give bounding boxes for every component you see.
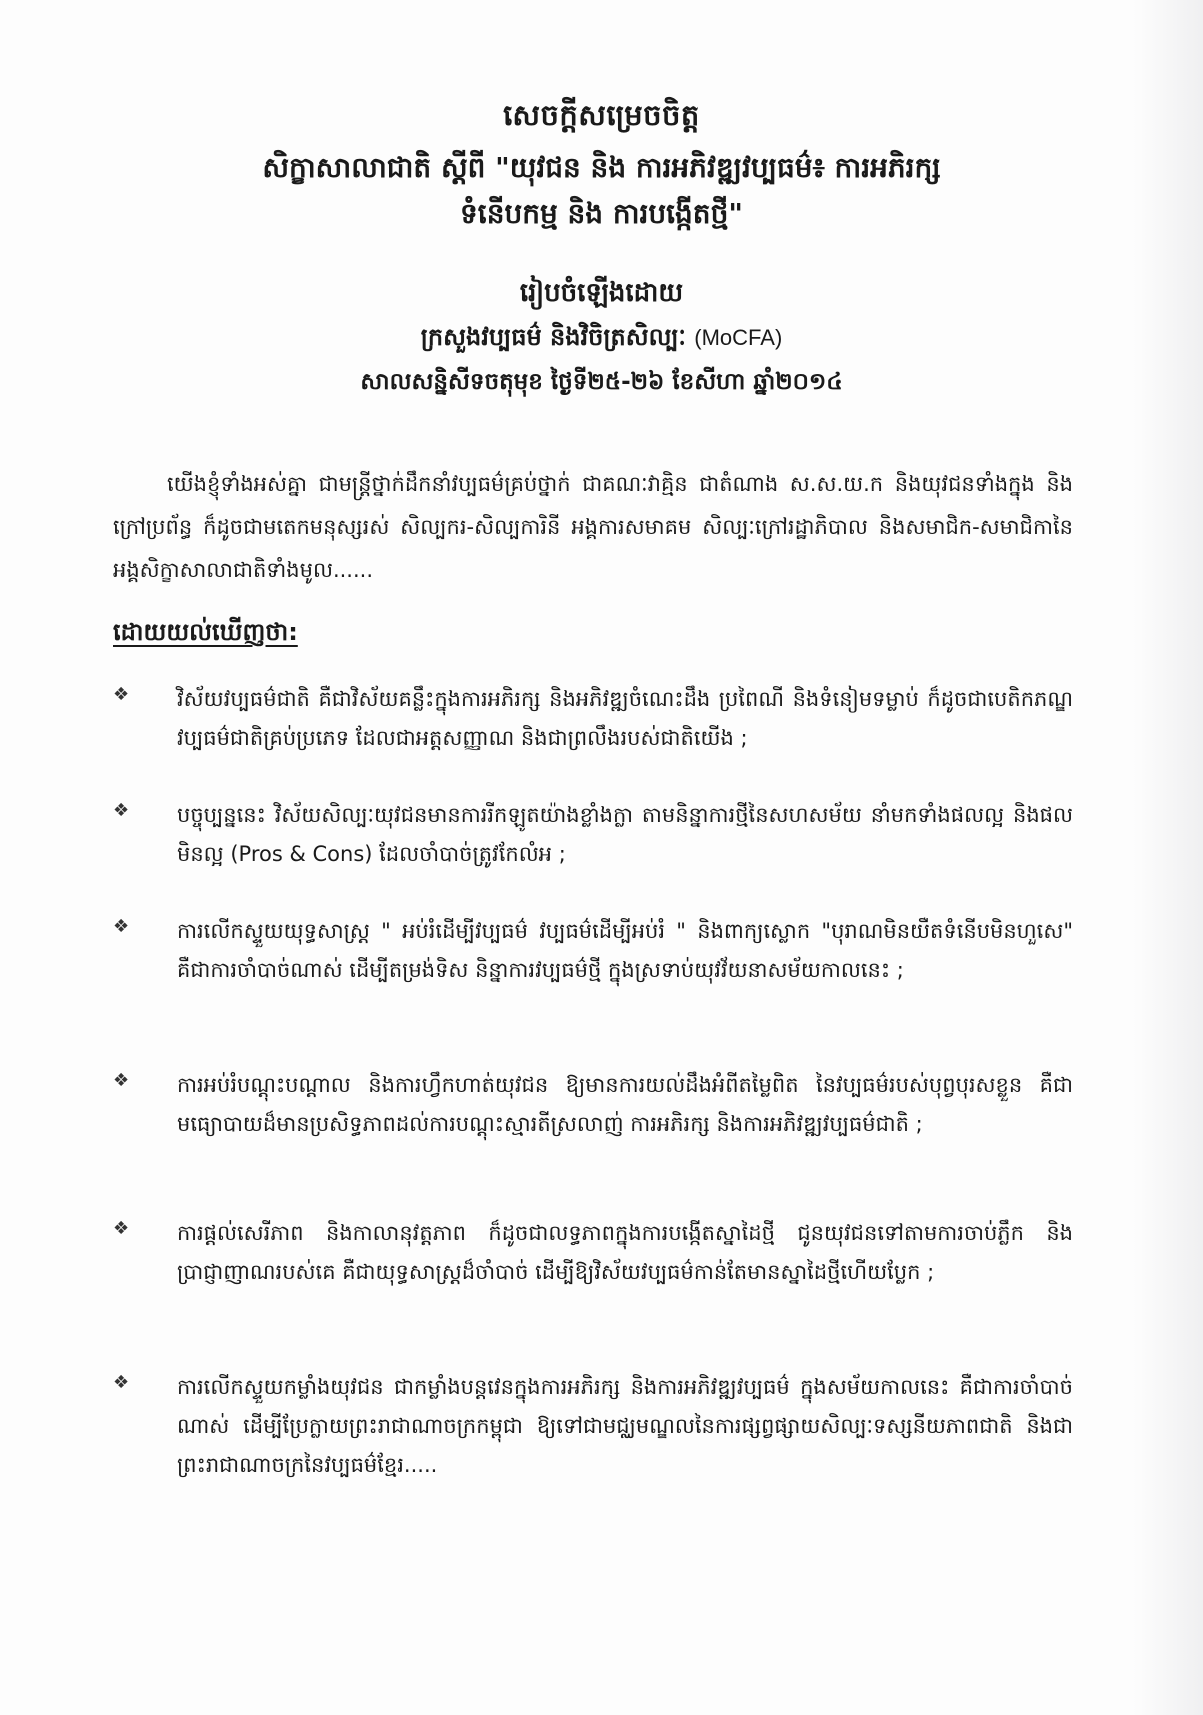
list-item-text: ការលើកស្ទួយកម្លាំងយុវជន ជាកម្លាំងបន្តវេនក្នុងការអភិរក្ស និងការអភិវឌ្ឍវប្បធម៌ ក្នុងសម័យកាលនេះ គឺជាការចាំបាច់ណាស់ ដើម្បីប្រែក្លាយព្រះរាជាណាចក្រកម្ពុជា ឱ្យទៅជាមជ្ឈមណ្ឌលនៃការផ្សព្វផ្សាយសិល្បៈទស្សនីយភាពជាតិ និងជាព្រះរាជាណាចក្រនៃវប្បធម៌ខ្មែរ..... [177,1375,1073,1477]
bullet-diamond-icon: ❖ [113,800,130,821]
organizer-line [0,322,1203,357]
organizer-name: ក្រសួងវប្បធម៌ និងវិចិត្រសិល្បៈ [420,323,686,351]
document-subtitle-line-2: ទំនើបកម្ម និង ការបង្កើតថ្មី" [460,197,743,230]
bullet-diamond-icon: ❖ [113,684,130,705]
document-subtitle-line-1: សិក្ខាសាលាជាតិ ស្តីពី "យុវជន និង ការអភិវឌ្ឍវប្បធម៌៖ ការអភិរក្ស [262,151,941,184]
organized-by-label: រៀបចំឡើងដោយ [519,278,684,308]
scan-edge-shadow [1133,0,1203,1715]
venue-and-date: សាលសន្និសីទចតុមុខ ថ្ងៃទី២៥-២៦ ខែសីហា ឆ្នាំ២០១៤ [360,369,843,395]
document-title: សេចក្តីសម្រេចចិត្ត [503,98,700,132]
bullet-diamond-icon: ❖ [113,1218,130,1239]
list-item-text: ការអប់រំបណ្តុះបណ្តាល និងការហ្វឹកហាត់យុវជន ឱ្យមានការយល់ដឹងអំពីតម្លៃពិត នៃវប្បធម៌របស់បុព្វបុរសខ្លួន គឺជាមធ្យោបាយដ៏មានប្រសិទ្ធភាពដល់ការបណ្តុះស្មារតីស្រលាញ់ ការអភិរក្ស និងការអភិវឌ្ឍវប្បធម៌ជាតិ ; [177,1073,1073,1136]
organizer-abbreviation: (MoCFA) [694,325,783,350]
considering-heading: ដោយយល់ឃើញថា: [113,618,298,646]
list-item-text: វិស័យវប្បធម៌ជាតិ គឺជាវិស័យគន្លឹះក្នុងការអភិរក្ស និងអភិវឌ្ឍចំណេះដឹង ប្រពៃណី និងទំនៀមទម្លាប់ ក៏ដូចជាបេតិកភណ្ឌវប្បធម៌ជាតិគ្រប់ប្រភេទ ដែលជាអត្តសញ្ញាណ និងជាព្រលឹងរបស់ជាតិយើង ; [177,687,1073,750]
list-item-text: ការផ្តល់សេរីភាព និងកាលានុវត្តភាព ក៏ដូចជាលទ្ធភាពក្នុងការបង្កើតស្នាដៃថ្មី ជូនយុវជនទៅតាមការចាប់ភ្លឹក និងប្រាជ្ញាញាណរបស់គេ គឺជាយុទ្ធសាស្ត្រដ៏ចាំបាច់ ដើម្បីឱ្យវិស័យវប្បធម៌កាន់តែមានស្នាដៃថ្មីហើយប្លែក ; [177,1221,1073,1284]
list-item-text: បច្ចុប្បន្ននេះ វិស័យសិល្បៈយុវជនមានការរីកឡូតយ៉ាងខ្លាំងក្លា តាមនិន្នាការថ្មីនៃសហសម័យ នាំមកទាំងផលល្អ និងផលមិនល្អ (Pros & Cons) ដែលចាំបាច់ត្រូវកែលំអ ; [177,803,1073,866]
list-item-text: ការលើកស្ទួយយុទ្ធសាស្ត្រ " អប់រំដើម្បីវប្បធម៌ វប្បធម៌ដើម្បីអប់រំ " និងពាក្យស្លោក "បុរាណមិនយឺតទំនើបមិនហួសេ" គឺជាការចាំបាច់ណាស់ ដើម្បីតម្រង់ទិស និន្នាការវប្បធម៌ថ្មី ក្នុងស្រទាប់យុវវ័យនាសម័យកាលនេះ ; [177,919,1073,982]
bullet-diamond-icon: ❖ [113,1372,130,1393]
bullet-diamond-icon: ❖ [113,916,130,937]
bullet-diamond-icon: ❖ [113,1070,130,1091]
intro-paragraph: យើងខ្ញុំទាំងអស់គ្នា ជាមន្ត្រីថ្នាក់ដឹកនាំវប្បធម៌គ្រប់ថ្នាក់ ជាគណៈវាគ្មិន ជាតំណាង ស.ស.យ.ក និងយុវជនទាំងក្នុង និងក្រៅប្រព័ន្ធ ក៏ដូចជាមតេកមនុស្សរស់ សិល្បករ-សិល្បការិនី អង្គការសមាគម សិល្បៈក្រៅរដ្ឋាភិបាល និងសមាជិក-សមាជិកានៃអង្គសិក្ខាសាលាជាតិទាំងមូល...... [113,472,1073,582]
